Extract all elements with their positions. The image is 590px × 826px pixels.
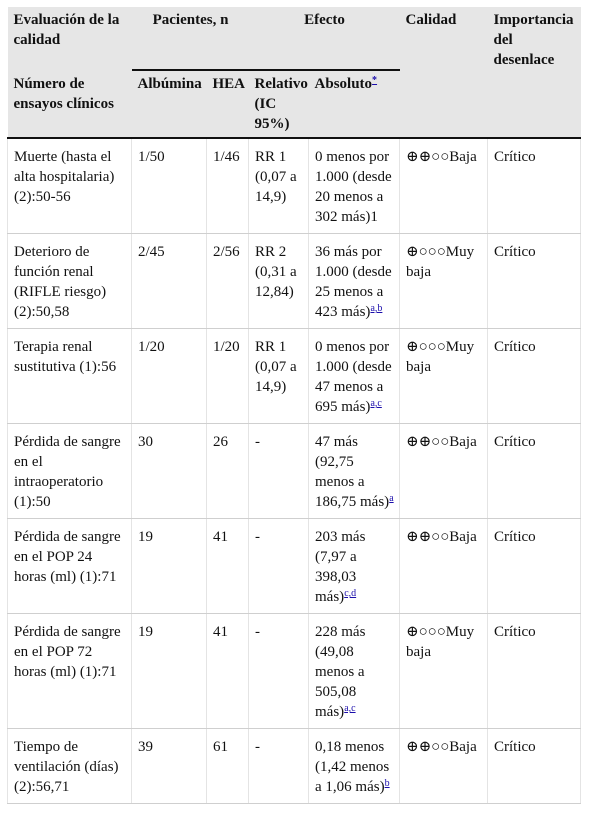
cell-outcome: [8, 329, 132, 424]
importance-text: Crítico: [494, 149, 536, 165]
cell-albumin: [132, 138, 207, 234]
cell-absolute: [309, 519, 400, 614]
cell-quality: [400, 329, 488, 424]
table-row: [8, 614, 581, 729]
cell-absolute: [309, 234, 400, 329]
table-row: [8, 729, 581, 804]
cell-absolute: [309, 329, 400, 424]
hea-text: 61: [213, 739, 228, 755]
table-body: [8, 138, 581, 804]
cell-relative: [249, 329, 309, 424]
cell-quality: [400, 614, 488, 729]
relative-text: -: [255, 529, 261, 545]
relative-text: -: [255, 624, 261, 640]
cell-hea: [207, 519, 249, 614]
hea-text: 1/20: [213, 339, 240, 355]
relative-text: -: [255, 739, 261, 755]
importance-text: Crítico: [494, 339, 536, 355]
cell-relative: [249, 519, 309, 614]
table-row: [8, 519, 581, 614]
header-eval-quality-label: Evaluación de la calidad: [13, 12, 120, 48]
importance-text: Crítico: [494, 739, 536, 755]
cell-albumin: [132, 519, 207, 614]
importance-text: Crítico: [494, 244, 536, 260]
albumin-text: 1/20: [138, 339, 165, 355]
header-importance: Importancia del desenlace: [488, 7, 581, 138]
cell-relative: [249, 234, 309, 329]
hea-text: 2/56: [213, 244, 240, 260]
importance-text: Crítico: [494, 624, 536, 640]
absolute-text: 47 más (92,75 menos a 186,75 más): [315, 434, 390, 510]
table-row: [8, 138, 581, 234]
cell-relative: [249, 614, 309, 729]
header-absolute: [309, 70, 400, 138]
header-num-trials-label: Número de ensayos clínicos: [13, 76, 114, 112]
footnote-link[interactable]: a: [389, 493, 394, 504]
relative-text: RR 1 (0,07 a 14,9): [255, 339, 297, 395]
cell-outcome: [8, 234, 132, 329]
cell-absolute: [309, 614, 400, 729]
cell-importance: [488, 234, 581, 329]
absolute-text: 0,18 menos (1,42 menos a 1,06 más): [315, 739, 390, 795]
absolute-text: 0 menos por 1.000 (desde 47 menos a 695 más): [315, 339, 392, 415]
cell-absolute: [309, 424, 400, 519]
outcome-text: Terapia renal sustitutiva (1):56: [14, 339, 117, 375]
quality-text: ⊕⊕○○Baja: [406, 149, 477, 165]
outcome-text: Pérdida de sangre en el POP 24 horas (ml) (1):71: [14, 529, 121, 585]
albumin-text: 30: [138, 434, 153, 450]
outcome-text: Pérdida de sangre en el POP 72 horas (ml) (1):71: [14, 624, 121, 680]
outcome-text: Muerte (hasta el alta hospitalaria) (2):50-56: [14, 149, 115, 205]
table-header: [8, 7, 581, 138]
absolute-text: 203 más (7,97 a 398,03 más): [315, 529, 366, 605]
quality-text: ⊕⊕○○Baja: [406, 739, 477, 755]
footnote-link[interactable]: a,b: [370, 303, 383, 314]
absolute-footnote-link[interactable]: *: [372, 75, 378, 86]
cell-outcome: [8, 614, 132, 729]
cell-hea: [207, 234, 249, 329]
cell-importance: [488, 729, 581, 804]
footnote-link[interactable]: b: [384, 778, 390, 789]
cell-importance: [488, 614, 581, 729]
importance-text: Crítico: [494, 434, 536, 450]
cell-hea: [207, 138, 249, 234]
hea-text: 41: [213, 529, 228, 545]
cell-importance: [488, 329, 581, 424]
cell-relative: [249, 424, 309, 519]
cell-outcome: [8, 138, 132, 234]
albumin-text: 19: [138, 529, 153, 545]
cell-hea: [207, 614, 249, 729]
cell-relative: [249, 138, 309, 234]
header-relative: Relativo (IC 95%): [249, 70, 309, 138]
footnote-link[interactable]: a,c: [344, 703, 356, 714]
table-row: [8, 329, 581, 424]
albumin-text: 1/50: [138, 149, 165, 165]
quality-text: ⊕⊕○○Baja: [406, 434, 477, 450]
absolute-text: 228 más (49,08 menos a 505,08 más): [315, 624, 366, 720]
outcome-text: Tiempo de ventilación (días) (2):56,71: [14, 739, 119, 795]
header-quality: Calidad: [400, 7, 488, 138]
cell-hea: [207, 329, 249, 424]
quality-text: ⊕○○○Muy baja: [406, 244, 475, 280]
cell-albumin: [132, 729, 207, 804]
hea-text: 26: [213, 434, 228, 450]
cell-importance: [488, 424, 581, 519]
cell-importance: [488, 519, 581, 614]
hea-text: 1/46: [213, 149, 240, 165]
quality-text: ⊕○○○Muy baja: [406, 339, 475, 375]
quality-text: ⊕⊕○○Baja: [406, 529, 477, 545]
cell-absolute: [309, 138, 400, 234]
cell-quality: [400, 234, 488, 329]
relative-text: RR 1 (0,07 a 14,9): [255, 149, 297, 205]
cell-quality: [400, 138, 488, 234]
table-row: [8, 424, 581, 519]
cell-outcome: [8, 424, 132, 519]
table-row: [8, 234, 581, 329]
albumin-text: 2/45: [138, 244, 165, 260]
absolute-text: 0 menos por 1.000 (desde 20 menos a 302 más)1: [315, 149, 392, 225]
albumin-text: 39: [138, 739, 153, 755]
footnote-link[interactable]: c,d: [344, 588, 357, 599]
hea-text: 41: [213, 624, 228, 640]
outcome-text: Pérdida de sangre en el intraoperatorio (1):50: [14, 434, 121, 510]
cell-albumin: [132, 614, 207, 729]
cell-outcome: [8, 519, 132, 614]
footnote-link[interactable]: a,c: [370, 398, 382, 409]
header-albumin: Albúmina: [132, 70, 207, 138]
albumin-text: 19: [138, 624, 153, 640]
header-absolute-label: Absoluto: [314, 76, 373, 92]
header-effect: Efecto: [249, 7, 400, 70]
cell-quality: [400, 729, 488, 804]
cell-quality: [400, 424, 488, 519]
cell-importance: [488, 138, 581, 234]
cell-relative: [249, 729, 309, 804]
header-hea: HEA: [207, 70, 249, 138]
cell-outcome: [8, 729, 132, 804]
relative-text: RR 2 (0,31 a 12,84): [255, 244, 297, 300]
cell-hea: [207, 729, 249, 804]
evidence-table: [7, 7, 581, 804]
relative-text: -: [255, 434, 261, 450]
importance-text: Crítico: [494, 529, 536, 545]
cell-absolute: [309, 729, 400, 804]
absolute-text: 36 más por 1.000 (desde 25 menos a 423 más): [315, 244, 392, 320]
cell-albumin: [132, 329, 207, 424]
header-patients: Pacientes, n: [132, 7, 249, 70]
quality-text: ⊕○○○Muy baja: [406, 624, 475, 660]
cell-albumin: [132, 424, 207, 519]
outcome-text: Deterioro de función renal (RIFLE riesgo) (2):50,58: [14, 244, 107, 320]
cell-quality: [400, 519, 488, 614]
cell-hea: [207, 424, 249, 519]
cell-albumin: [132, 234, 207, 329]
header-eval-quality: [8, 7, 132, 138]
